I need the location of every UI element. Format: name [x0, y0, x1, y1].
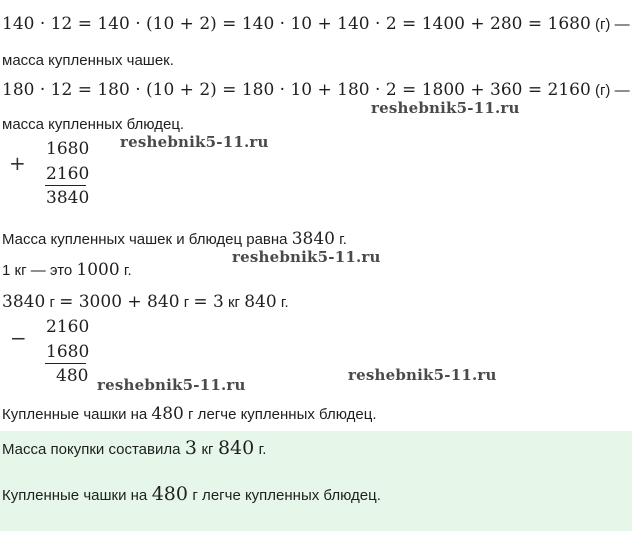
- kg-line-unit: г.: [123, 262, 132, 279]
- subtraction-operand-b: 1680: [46, 342, 90, 362]
- calc-line-2: [2, 80, 630, 100]
- watermark: reshebnik5-11.ru: [371, 99, 520, 117]
- addition-operand-b: 2160: [46, 164, 90, 184]
- answer-line-2-text: Купленные чашки на: [2, 487, 148, 504]
- conversion-unit-2: г: [183, 294, 190, 311]
- sum-line-text: Масса купленных чашек и блюдец равна: [2, 231, 288, 248]
- sum-line-value: 3840: [291, 229, 335, 249]
- answer-line-2-value: 480: [151, 483, 188, 505]
- conversion-unit-3: кг: [227, 294, 241, 311]
- answer-kg-value: 3: [184, 437, 197, 459]
- difference-line: [2, 404, 376, 424]
- subtraction-underline: [45, 363, 86, 364]
- calc-unit-1: (г) —: [594, 16, 630, 33]
- answer-g-unit: г.: [258, 441, 267, 458]
- kg-line-text: 1 кг — это: [2, 262, 73, 279]
- addition-result: 3840: [46, 188, 90, 208]
- answer-line-2: [2, 483, 381, 505]
- conversion-value-a: 3840: [2, 292, 46, 312]
- calc-expression-1: 140 · 12 = 140 · (10 + 2) = 140 · 10 + 140 · 2 = 1400 + 280 = 1680: [2, 14, 591, 34]
- addition-underline: [45, 185, 86, 186]
- sum-line-unit: г.: [339, 231, 347, 248]
- conversion-expression: = 3000 + 840: [59, 292, 180, 312]
- subtraction-operand-a: 2160: [46, 317, 90, 337]
- answer-block: [0, 431, 632, 531]
- kg-line: [2, 260, 132, 280]
- calc-expression-2: 180 · 12 = 180 · (10 + 2) = 180 · 10 + 180 · 2 = 1800 + 360 = 2160: [2, 80, 591, 100]
- answer-line-2-unit: г легче купленных блюдец.: [192, 487, 381, 504]
- conversion-value-b: = 3: [193, 292, 224, 312]
- answer-line-1-text: Масса покупки составила: [2, 441, 181, 458]
- difference-line-unit: г легче купленных блюдец.: [188, 406, 377, 423]
- subtraction-result: 480: [56, 366, 89, 386]
- conversion-line: [2, 292, 289, 312]
- calc-line-1: [2, 14, 630, 34]
- answer-g-value: 840: [217, 437, 255, 459]
- calc-unit-2: (г) —: [594, 82, 630, 99]
- watermark: reshebnik5-11.ru: [120, 133, 269, 151]
- watermark: reshebnik5-11.ru: [232, 248, 381, 266]
- subtraction-operator: −: [10, 326, 27, 350]
- calc-caption-1: масса купленных чашек.: [2, 52, 174, 69]
- conversion-unit-4: г.: [280, 294, 289, 311]
- answer-line-1: [2, 437, 266, 459]
- conversion-unit-1: г: [49, 294, 55, 311]
- addition-operand-a: 1680: [46, 139, 90, 159]
- addition-operator: +: [9, 151, 26, 175]
- difference-line-text: Купленные чашки на: [2, 406, 148, 423]
- calc-caption-2: масса купленных блюдец.: [2, 116, 185, 133]
- watermark: reshebnik5-11.ru: [97, 376, 246, 394]
- watermark: reshebnik5-11.ru: [348, 366, 497, 384]
- sum-line: [2, 229, 347, 249]
- answer-kg-unit: кг: [201, 441, 214, 458]
- difference-line-value: 480: [151, 404, 184, 424]
- kg-line-value: 1000: [76, 260, 120, 280]
- conversion-value-c: 840: [244, 292, 277, 312]
